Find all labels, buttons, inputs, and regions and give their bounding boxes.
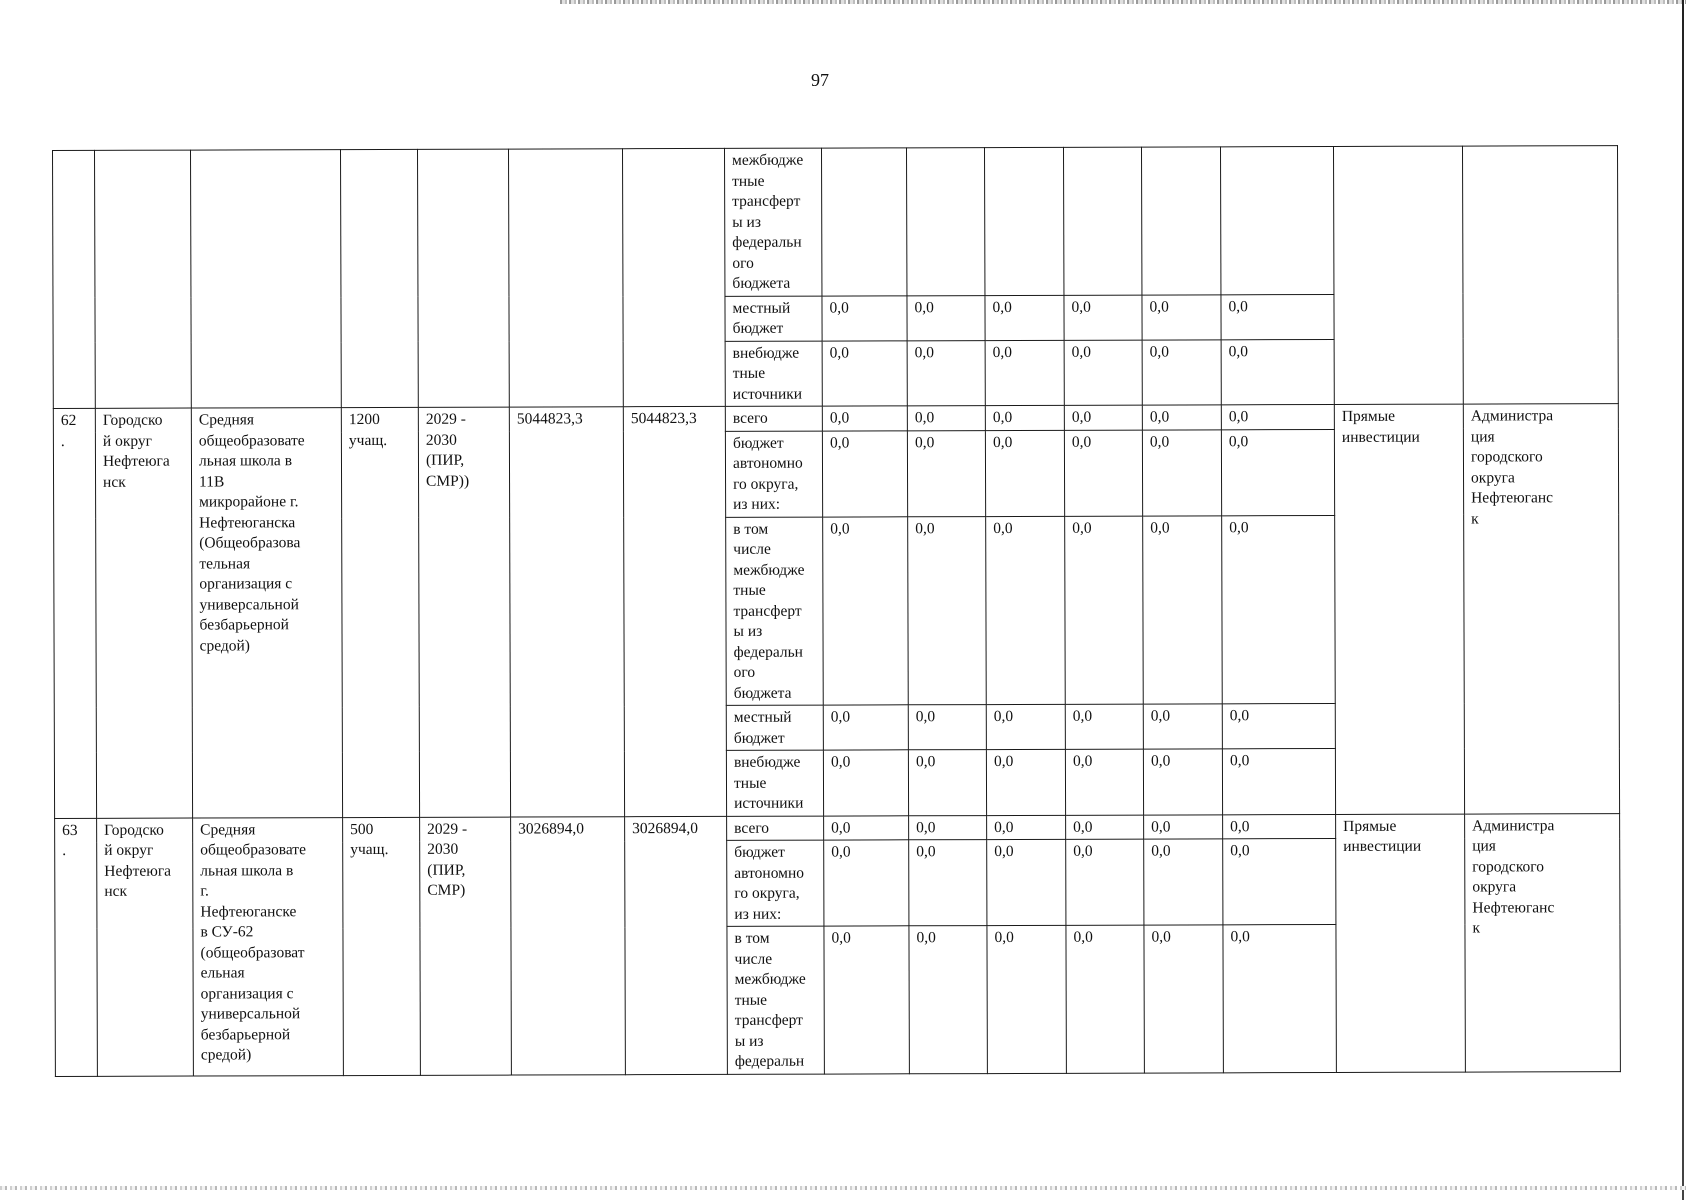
cell-municipality-empty bbox=[95, 150, 192, 408]
value-cell: 0,0 bbox=[1223, 924, 1336, 1072]
source-label: всего bbox=[727, 816, 824, 841]
value-cell: 0,0 bbox=[1221, 339, 1334, 405]
value-cell: 0,0 bbox=[1223, 814, 1336, 839]
value-cell: 0,0 bbox=[909, 840, 987, 926]
value-cell: 0,0 bbox=[1222, 703, 1335, 748]
mechanism: Прямые инвестиции bbox=[1334, 404, 1464, 814]
scan-edge-right bbox=[1682, 0, 1684, 1200]
value-cell: 0,0 bbox=[822, 430, 907, 516]
capacity: 500 учащ. bbox=[343, 817, 421, 1075]
table-row bbox=[53, 146, 1618, 298]
value-cell: 0,0 bbox=[907, 430, 985, 516]
value-cell: 0,0 bbox=[1222, 515, 1336, 704]
municipality: Городско й округ Нефтеюга нск bbox=[97, 818, 194, 1076]
value-cell: 0,0 bbox=[987, 815, 1066, 840]
value-cell: 0,0 bbox=[823, 705, 908, 750]
table-row bbox=[53, 404, 1618, 433]
value-cell: 0,0 bbox=[1142, 405, 1221, 430]
mechanism: Прямые инвестиции bbox=[1336, 814, 1466, 1072]
value-cell bbox=[821, 148, 906, 296]
value-cell: 0,0 bbox=[1221, 429, 1334, 515]
estimated-cost: 3026894,0 bbox=[511, 816, 626, 1074]
value-cell: 0,0 bbox=[1065, 749, 1143, 815]
cell-remaining-empty bbox=[622, 148, 725, 406]
period: 2029 - 2030 (ПИР, СМР)) bbox=[418, 407, 510, 817]
value-cell: 0,0 bbox=[822, 406, 907, 431]
value-cell: 0,0 bbox=[986, 704, 1065, 749]
value-cell: 0,0 bbox=[907, 406, 985, 431]
value-cell: 0,0 bbox=[909, 926, 987, 1074]
capacity: 1200 учащ. bbox=[341, 407, 419, 817]
estimated-cost: 5044823,3 bbox=[509, 407, 624, 817]
object-name: Средняя общеобразовате льная школа в 11В микрорайоне г. Нефтеюганска (Общеобразова тельная организация с универсальной безбарьерной средой) bbox=[191, 408, 342, 818]
value-cell bbox=[906, 148, 984, 296]
scan-edge-bottom bbox=[0, 1186, 1686, 1190]
value-cell: 0,0 bbox=[1223, 838, 1336, 924]
value-cell: 0,0 bbox=[1064, 295, 1142, 340]
value-cell: 0,0 bbox=[985, 430, 1064, 516]
cell-responsible-empty bbox=[1462, 146, 1618, 404]
value-cell: 0,0 bbox=[985, 405, 1064, 430]
source-label: внебюдже тные источники bbox=[726, 750, 823, 816]
cell-capacity-empty bbox=[341, 149, 419, 407]
value-cell: 0,0 bbox=[908, 516, 987, 705]
value-cell: 0,0 bbox=[1222, 748, 1335, 814]
value-cell: 0,0 bbox=[1064, 430, 1142, 516]
value-cell: 0,0 bbox=[985, 340, 1064, 406]
source-label: межбюдже тные трансферт ы из федеральн ого бюджета bbox=[724, 148, 821, 296]
source-label: в том числе межбюдже тные трансферт ы из федеральн ого бюджета bbox=[726, 517, 824, 706]
value-cell: 0,0 bbox=[907, 295, 985, 340]
value-cell: 0,0 bbox=[1065, 516, 1144, 705]
value-cell: 0,0 bbox=[822, 295, 907, 340]
value-cell: 0,0 bbox=[824, 926, 909, 1074]
value-cell: 0,0 bbox=[1066, 815, 1144, 840]
value-cell: 0,0 bbox=[1142, 429, 1221, 515]
period: 2029 - 2030 (ПИР, СМР) bbox=[420, 817, 512, 1075]
value-cell: 0,0 bbox=[986, 516, 1066, 705]
municipality: Городско й округ Нефтеюга нск bbox=[95, 408, 192, 818]
remaining-cost: 5044823,3 bbox=[623, 406, 726, 816]
value-cell: 0,0 bbox=[823, 750, 908, 816]
value-cell bbox=[1141, 147, 1220, 295]
value-cell: 0,0 bbox=[1143, 704, 1222, 749]
page-number: 97 bbox=[811, 70, 829, 90]
source-label: бюджет автономно го округа, из них: bbox=[725, 431, 822, 517]
value-cell: 0,0 bbox=[823, 516, 909, 705]
value-cell: 0,0 bbox=[1065, 704, 1143, 749]
remaining-cost: 3026894,0 bbox=[625, 816, 728, 1074]
row-number: 63 . bbox=[55, 818, 98, 1076]
value-cell: 0,0 bbox=[908, 750, 986, 816]
responsible-body: Администра ция городского округа Нефтеюганс к bbox=[1463, 404, 1619, 814]
value-cell: 0,0 bbox=[824, 815, 909, 840]
object-name: Средняя общеобразовате льная школа в г. Нефтеюганске в СУ-62 (общеобразоват ельная организация с универсальной безбарьерной средой) bbox=[193, 817, 344, 1075]
value-cell: 0,0 bbox=[1066, 839, 1144, 925]
cell-period-empty bbox=[417, 149, 509, 407]
value-cell bbox=[984, 147, 1063, 295]
value-cell: 0,0 bbox=[1143, 749, 1222, 815]
source-label: местный бюджет bbox=[726, 705, 823, 750]
value-cell: 0,0 bbox=[1143, 515, 1223, 704]
source-label: всего bbox=[725, 406, 822, 431]
value-cell: 0,0 bbox=[986, 749, 1065, 815]
value-cell: 0,0 bbox=[1064, 405, 1142, 430]
value-cell bbox=[1063, 147, 1141, 295]
cell-object-empty bbox=[191, 150, 342, 408]
source-label: местный бюджет bbox=[725, 296, 822, 341]
value-cell: 0,0 bbox=[822, 340, 907, 406]
source-label: в том числе межбюдже тные трансферт ы из федеральн bbox=[727, 926, 824, 1074]
source-label: бюджет автономно го округа, из них: bbox=[727, 840, 824, 926]
cell-cost-empty bbox=[508, 149, 623, 407]
value-cell: 0,0 bbox=[987, 839, 1066, 925]
value-cell: 0,0 bbox=[1144, 814, 1223, 839]
source-label: внебюдже тные источники bbox=[725, 341, 822, 407]
value-cell: 0,0 bbox=[985, 295, 1064, 340]
investment-objects-table bbox=[52, 145, 1621, 1076]
value-cell: 0,0 bbox=[1142, 294, 1221, 339]
cell-mechanism-empty bbox=[1333, 146, 1463, 404]
value-cell: 0,0 bbox=[1142, 339, 1221, 405]
value-cell bbox=[1220, 146, 1333, 294]
value-cell: 0,0 bbox=[1064, 340, 1142, 406]
scan-edge-top bbox=[560, 0, 1686, 4]
value-cell: 0,0 bbox=[1144, 925, 1223, 1073]
responsible-body: Администра ция городского округа Нефтеюганс к bbox=[1465, 813, 1621, 1071]
value-cell: 0,0 bbox=[1221, 404, 1334, 429]
value-cell: 0,0 bbox=[909, 815, 987, 840]
value-cell: 0,0 bbox=[1066, 925, 1144, 1073]
value-cell: 0,0 bbox=[908, 705, 986, 750]
value-cell: 0,0 bbox=[824, 840, 909, 926]
value-cell: 0,0 bbox=[987, 925, 1066, 1073]
table-row bbox=[55, 813, 1620, 842]
value-cell: 0,0 bbox=[907, 340, 985, 406]
value-cell: 0,0 bbox=[1221, 294, 1334, 339]
row-number: 62 . bbox=[53, 408, 96, 818]
value-cell: 0,0 bbox=[1144, 839, 1223, 925]
cell-num-empty bbox=[53, 150, 96, 408]
